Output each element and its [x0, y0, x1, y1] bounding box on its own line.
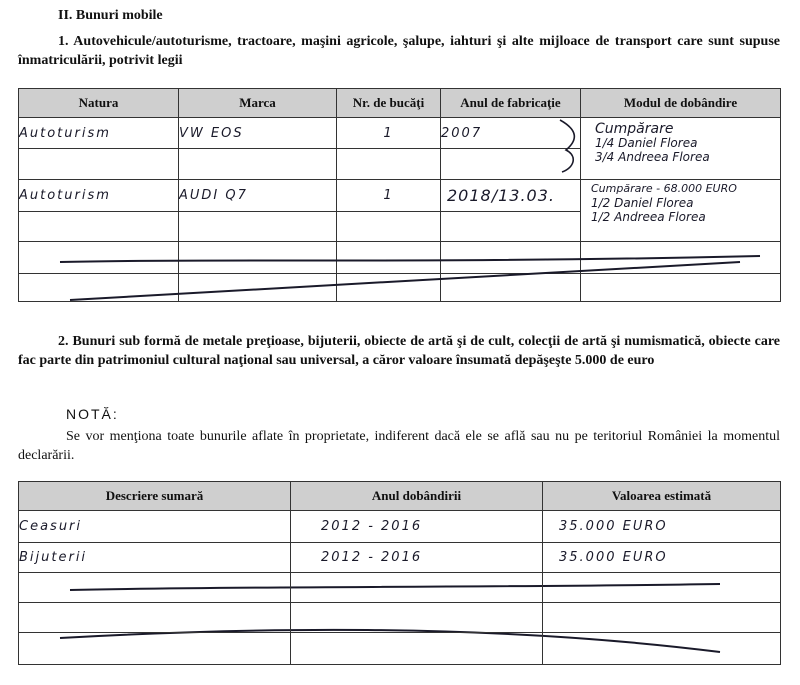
vehicle-2-an: 2018/13.03.: [441, 180, 581, 212]
vehicle-2-mod-line-2: 1/2 Daniel Florea: [591, 196, 694, 210]
valuable-2-val: 35.000 EURO: [543, 543, 781, 573]
col-an-header: Anul de fabricaţie: [441, 89, 581, 118]
item1-text: 1. Autovehicule/autoturisme, tractoare, maşini agricole, şalupe, iahturi şi alte mijloace de transport care sunt supuse înmatriculării, potrivit legii: [18, 34, 780, 68]
col-natura-header: Natura: [19, 89, 179, 118]
vehicle-2-nr: 1: [337, 180, 441, 212]
table-row: [19, 511, 781, 543]
vehicle-1-mod: [581, 118, 781, 180]
col-mod-header: Modul de dobândire: [581, 89, 781, 118]
vehicle-2-mod: [581, 180, 781, 242]
vehicle-1-mod-line-1: Cumpărare: [595, 121, 674, 137]
table-row: [19, 118, 781, 149]
vehicle-1-mod-line-2: 1/4 Daniel Florea: [595, 136, 698, 150]
valuable-1-desc: Ceasuri: [19, 511, 291, 543]
table-row: [19, 633, 781, 665]
vehicle-2-marca: AUDI Q7: [179, 180, 337, 212]
table-row: [19, 242, 781, 274]
col-val-header: Valoarea estimată: [543, 482, 781, 511]
vehicles-header-row: [19, 89, 781, 118]
vehicle-1-marca: VW EOS: [179, 118, 337, 149]
vehicle-1-an: 2007: [441, 118, 581, 149]
col-an-dob-header: Anul dobândirii: [291, 482, 543, 511]
col-desc-header: Descriere sumară: [19, 482, 291, 511]
col-nr-header: Nr. de bucăţi: [337, 89, 441, 118]
valuable-1-an: 2012 - 2016: [291, 511, 543, 543]
nota-text: Se vor menţiona toate bunurile aflate în proprietate, indiferent dacă ele se află sau nu pe teritoriul României la momentul declarării.: [18, 429, 780, 463]
valuables-header-row: [19, 482, 781, 511]
item2-text: 2. Bunuri sub formă de metale preţioase, bijuterii, obiecte de artă şi de cult, colecţii de artă şi numismatică, obiecte care fac parte din patrimoniul cultural naţional sau universal, a căror valoare însumată depăşeşte 5.000 de euro: [18, 334, 780, 368]
vehicle-2-mod-line-3: 1/2 Andreea Florea: [591, 210, 706, 224]
vehicle-1-mod-line-3: 3/4 Andreea Florea: [595, 150, 710, 164]
table-row: [19, 573, 781, 603]
valuable-2-desc: Bijuterii: [19, 543, 291, 573]
valuables-table: [18, 481, 781, 665]
table-row: [19, 543, 781, 573]
section-heading: II. Bunuri mobile: [58, 8, 163, 23]
vehicle-1-nr: 1: [337, 118, 441, 149]
table-row: [19, 603, 781, 633]
nota-label: NOTĂ:: [66, 406, 119, 422]
valuable-1-val: 35.000 EURO: [543, 511, 781, 543]
valuable-2-an: 2012 - 2016: [291, 543, 543, 573]
table-row: [19, 180, 781, 212]
vehicles-table: [18, 88, 781, 302]
col-marca-header: Marca: [179, 89, 337, 118]
vehicle-2-mod-line-1: Cumpărare - 68.000 EURO: [591, 182, 737, 195]
vehicle-1-natura: Autoturism: [19, 118, 179, 149]
vehicle-2-natura: Autoturism: [19, 180, 179, 212]
table-row: [19, 274, 781, 302]
